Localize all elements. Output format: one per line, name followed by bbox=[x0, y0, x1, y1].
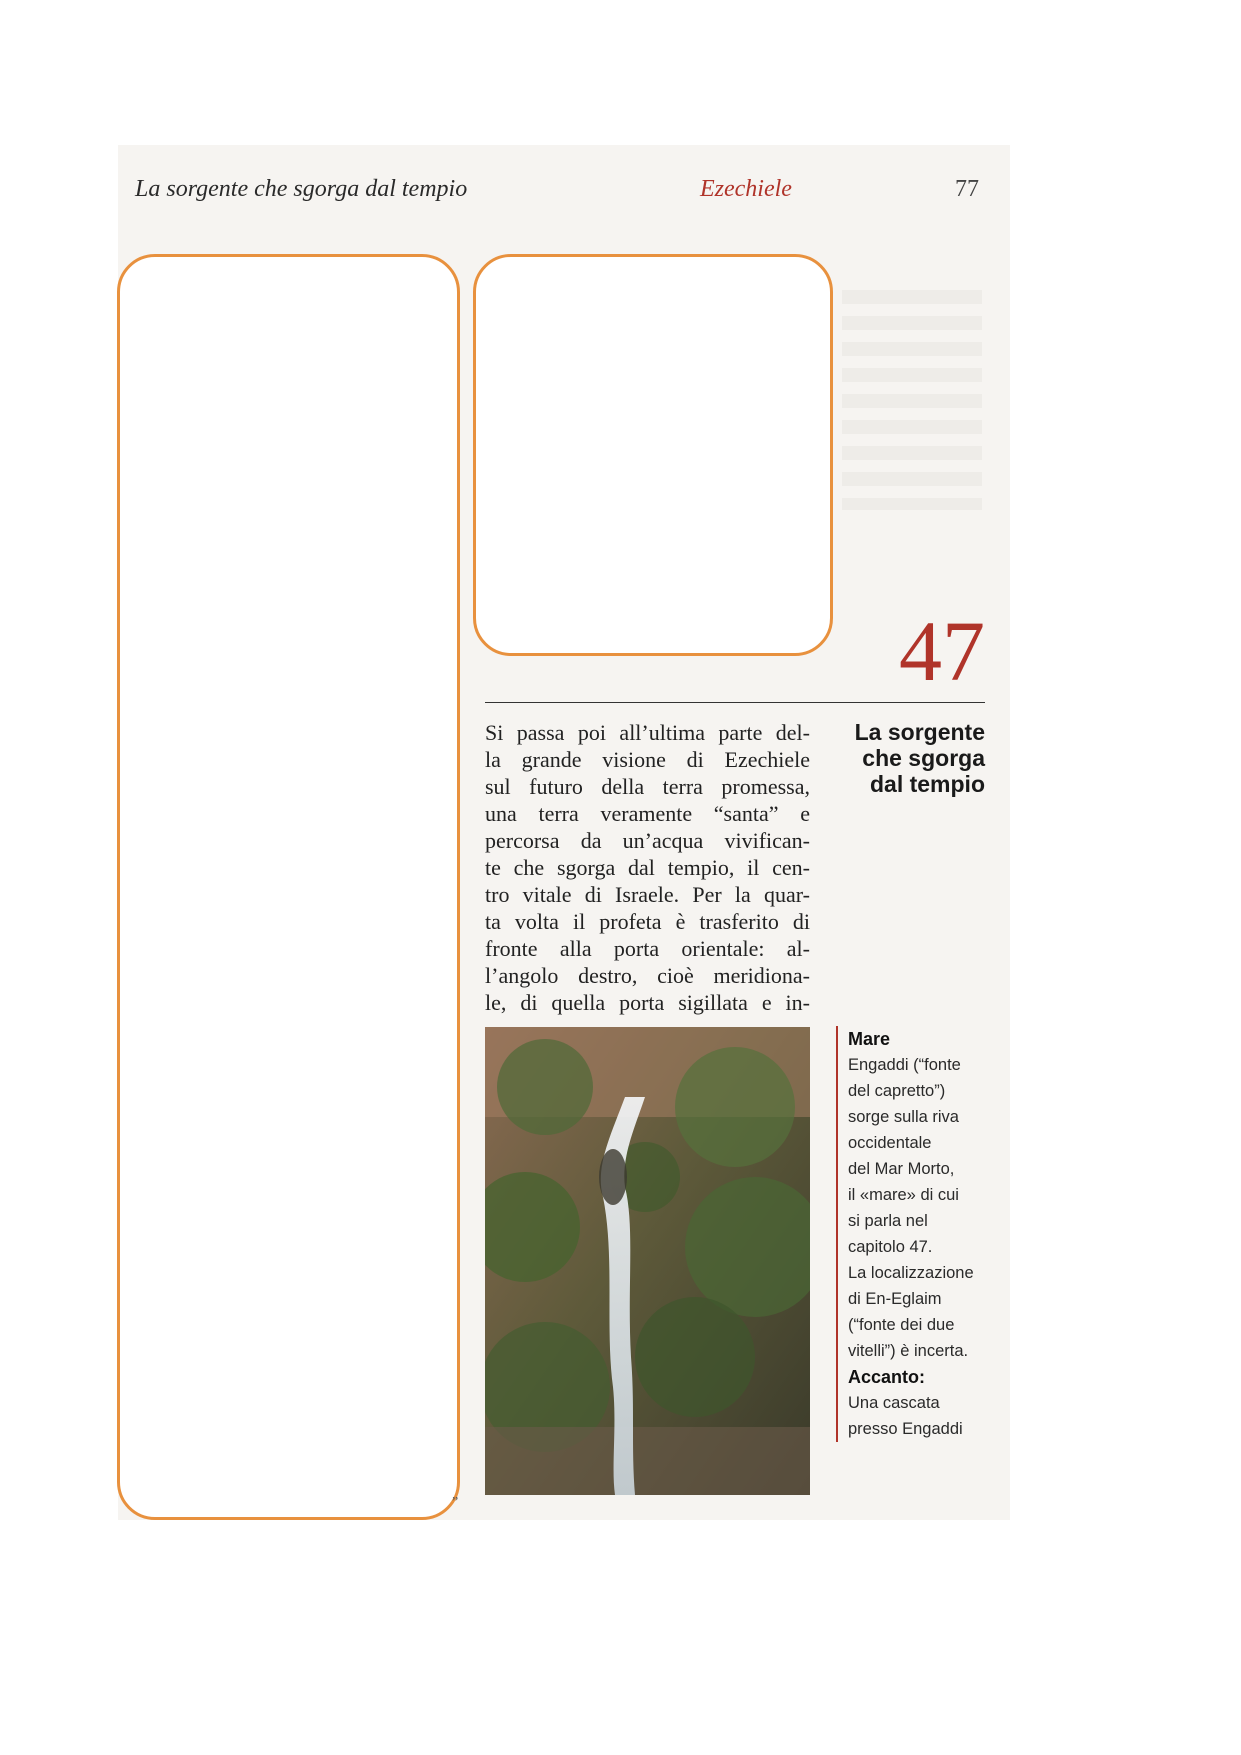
caption-line: del Mar Morto, bbox=[848, 1160, 955, 1178]
chapter-heading-line: che sgorga bbox=[862, 745, 985, 771]
caption-line: presso Engaddi bbox=[848, 1420, 963, 1438]
caption-line: (“fonte dei due bbox=[848, 1316, 955, 1334]
page-number: 77 bbox=[955, 176, 979, 202]
caption-line: La localizzazione bbox=[848, 1264, 974, 1282]
caption-line: Engaddi (“fonte bbox=[848, 1056, 961, 1074]
caption-subheading: Accanto: bbox=[848, 1367, 926, 1387]
redaction-box-center bbox=[473, 254, 833, 656]
faded-bleed-through-text bbox=[842, 290, 982, 510]
chapter-number: 47 bbox=[899, 603, 985, 699]
caption-line: sorge sulla riva bbox=[848, 1108, 959, 1126]
body-line: te che sgorga dal tempio, il cen- bbox=[485, 855, 810, 880]
chapter-rule bbox=[485, 702, 985, 703]
body-line: tro vitale di Israele. Per la quar- bbox=[485, 882, 810, 907]
caption-line: del capretto”) bbox=[848, 1082, 946, 1100]
redaction-box-left bbox=[117, 254, 460, 1520]
caption-line: vitelli”) è incerta. bbox=[848, 1342, 969, 1360]
chapter-heading-line: La sorgente bbox=[854, 719, 985, 745]
section-title: Ezechiele bbox=[700, 176, 792, 202]
caption-heading: Mare bbox=[848, 1029, 891, 1049]
caption-line: capitolo 47. bbox=[848, 1238, 933, 1256]
chapter-heading-line: dal tempio bbox=[869, 771, 985, 797]
running-title: La sorgente che sgorga dal tempio bbox=[135, 176, 468, 202]
body-text bbox=[485, 719, 810, 1016]
stray-mark: ” bbox=[452, 1495, 459, 1510]
body-line: le, di quella porta sigillata e in- bbox=[485, 990, 810, 1015]
caption-line: occidentale bbox=[848, 1134, 932, 1152]
photo-caption bbox=[836, 1026, 1008, 1442]
caption-line: si parla nel bbox=[848, 1212, 928, 1230]
body-line: la grande visione di Ezechiele bbox=[485, 747, 810, 772]
waterfall-photo bbox=[485, 1027, 810, 1495]
caption-line: Una cascata bbox=[848, 1394, 940, 1412]
body-line: ta volta il profeta è trasferito di bbox=[485, 909, 810, 934]
body-line: Si passa poi all’ultima parte del- bbox=[485, 720, 810, 745]
body-line: l’angolo destro, cioè meridiona- bbox=[485, 963, 810, 988]
body-line: una terra veramente “santa” e bbox=[485, 801, 810, 826]
body-line: fronte alla porta orientale: al- bbox=[485, 936, 810, 961]
caption-line: il «mare» di cui bbox=[848, 1186, 959, 1204]
body-line: percorsa da un’acqua vivifican- bbox=[485, 828, 810, 853]
chapter-heading bbox=[830, 719, 985, 797]
caption-line: di En-Eglaim bbox=[848, 1290, 942, 1308]
body-line: sul futuro della terra promessa, bbox=[485, 774, 810, 799]
